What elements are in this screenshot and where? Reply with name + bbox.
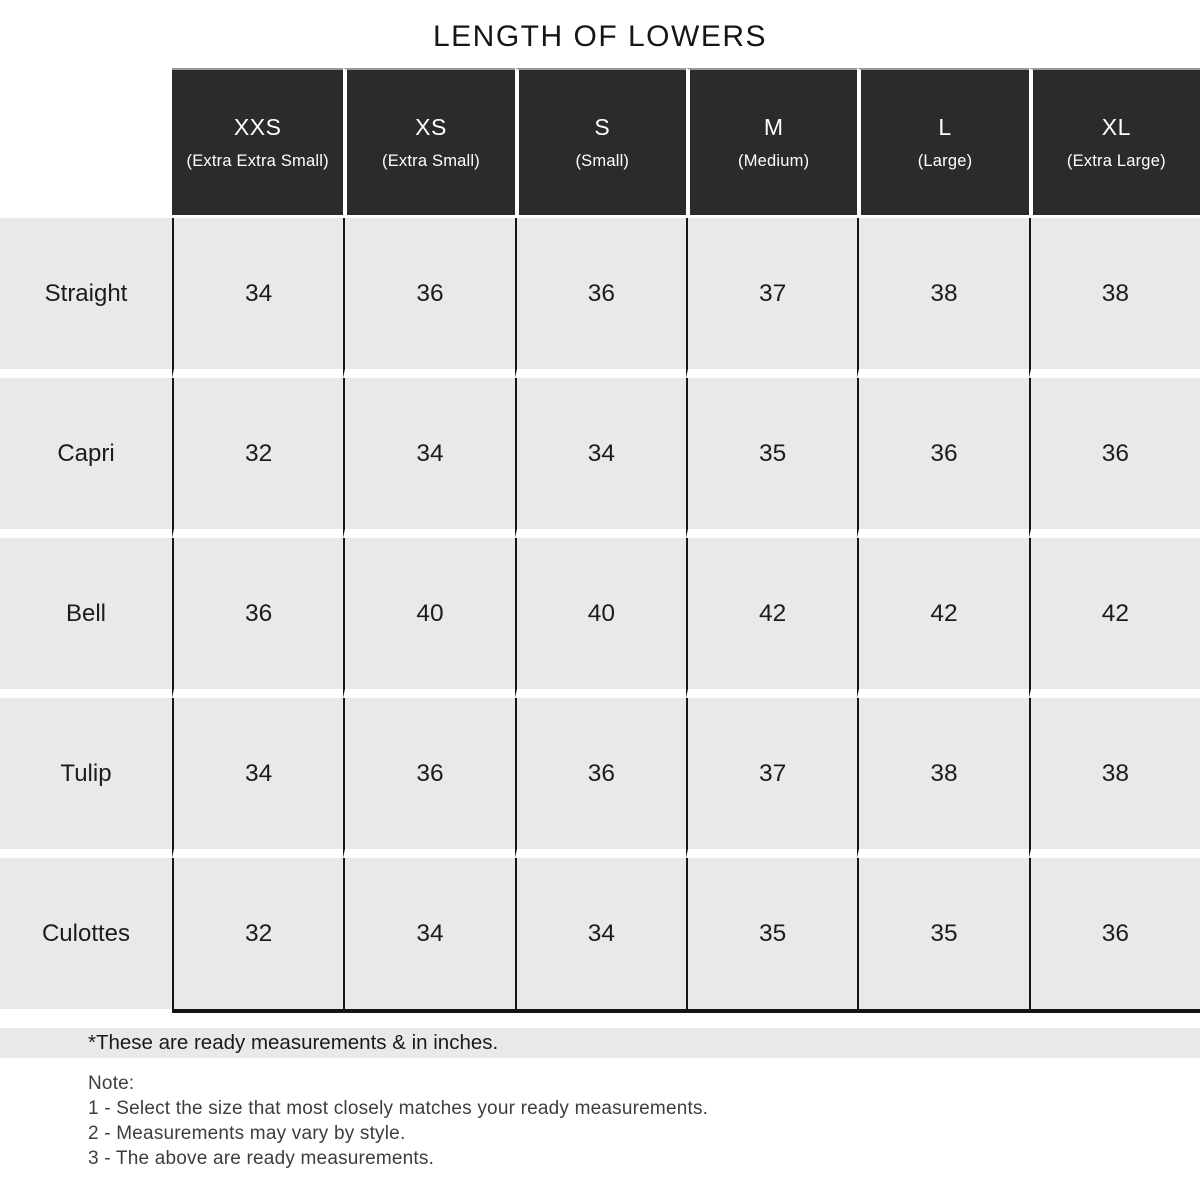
cell-culottes-s: 34 bbox=[515, 858, 686, 1013]
size-abbr: S bbox=[594, 114, 611, 140]
cell-culottes-l: 35 bbox=[857, 858, 1028, 1013]
size-full-name: (Extra Extra Small) bbox=[186, 152, 329, 170]
cell-straight-xs: 36 bbox=[343, 218, 514, 378]
cell-bell-s: 40 bbox=[515, 538, 686, 698]
cell-capri-xxs: 32 bbox=[172, 378, 343, 538]
size-full-name: (Extra Small) bbox=[382, 152, 480, 170]
cell-tulip-xs: 36 bbox=[343, 698, 514, 858]
cell-capri-l: 36 bbox=[857, 378, 1028, 538]
notes-heading: Note: bbox=[88, 1073, 135, 1094]
cell-straight-s: 36 bbox=[515, 218, 686, 378]
note-item-1: 1 - Select the size that most closely matches your ready measurements. bbox=[88, 1098, 709, 1119]
size-abbr: XXS bbox=[233, 114, 282, 140]
cell-tulip-s: 36 bbox=[515, 698, 686, 858]
cell-capri-xl: 36 bbox=[1029, 378, 1200, 538]
size-abbr: XS bbox=[415, 114, 447, 140]
note-item-3: 3 - The above are ready measurements. bbox=[88, 1148, 435, 1169]
cell-culottes-xl: 36 bbox=[1029, 858, 1200, 1013]
cell-straight-l: 38 bbox=[857, 218, 1028, 378]
cell-tulip-l: 38 bbox=[857, 698, 1028, 858]
size-full-name: (Medium) bbox=[738, 152, 810, 170]
row-label-culottes: Culottes bbox=[0, 858, 172, 1013]
row-label-capri: Capri bbox=[0, 378, 172, 538]
column-header-l bbox=[857, 68, 1028, 218]
cell-bell-xl: 42 bbox=[1029, 538, 1200, 698]
cell-capri-m: 35 bbox=[686, 378, 857, 538]
cell-culottes-xxs: 32 bbox=[172, 858, 343, 1013]
footnote-text: *These are ready measurements & in inches. bbox=[88, 1031, 499, 1054]
column-header-xxs bbox=[172, 68, 343, 218]
row-label-tulip: Tulip bbox=[0, 698, 172, 858]
size-full-name: (Extra Large) bbox=[1066, 152, 1166, 170]
page-title: LENGTH OF LOWERS bbox=[432, 20, 768, 53]
column-header-xl bbox=[1029, 68, 1200, 218]
column-header-s bbox=[515, 68, 686, 218]
column-header-xs bbox=[343, 68, 514, 218]
note-item-2: 2 - Measurements may vary by style. bbox=[88, 1123, 406, 1144]
cell-bell-m: 42 bbox=[686, 538, 857, 698]
cell-tulip-xl: 38 bbox=[1029, 698, 1200, 858]
footnote-bar bbox=[0, 1028, 1200, 1058]
row-label-straight: Straight bbox=[0, 218, 172, 378]
cell-bell-xs: 40 bbox=[343, 538, 514, 698]
cell-tulip-m: 37 bbox=[686, 698, 857, 858]
cell-bell-xxs: 36 bbox=[172, 538, 343, 698]
size-full-name: (Large) bbox=[917, 152, 973, 170]
column-header-m bbox=[686, 68, 857, 218]
size-abbr: L bbox=[938, 114, 952, 140]
cell-straight-xl: 38 bbox=[1029, 218, 1200, 378]
cell-culottes-m: 35 bbox=[686, 858, 857, 1013]
cell-tulip-xxs: 34 bbox=[172, 698, 343, 858]
size-abbr: XL bbox=[1101, 114, 1131, 140]
cell-bell-l: 42 bbox=[857, 538, 1028, 698]
row-label-bell: Bell bbox=[0, 538, 172, 698]
cell-straight-m: 37 bbox=[686, 218, 857, 378]
cell-capri-s: 34 bbox=[515, 378, 686, 538]
size-full-name: (Small) bbox=[575, 152, 630, 170]
cell-culottes-xs: 34 bbox=[343, 858, 514, 1013]
size-chart-table bbox=[0, 68, 1200, 1013]
size-abbr: M bbox=[763, 114, 784, 140]
cell-capri-xs: 34 bbox=[343, 378, 514, 538]
cell-straight-xxs: 34 bbox=[172, 218, 343, 378]
corner-spacer bbox=[0, 68, 172, 218]
notes-block bbox=[88, 1071, 708, 1171]
